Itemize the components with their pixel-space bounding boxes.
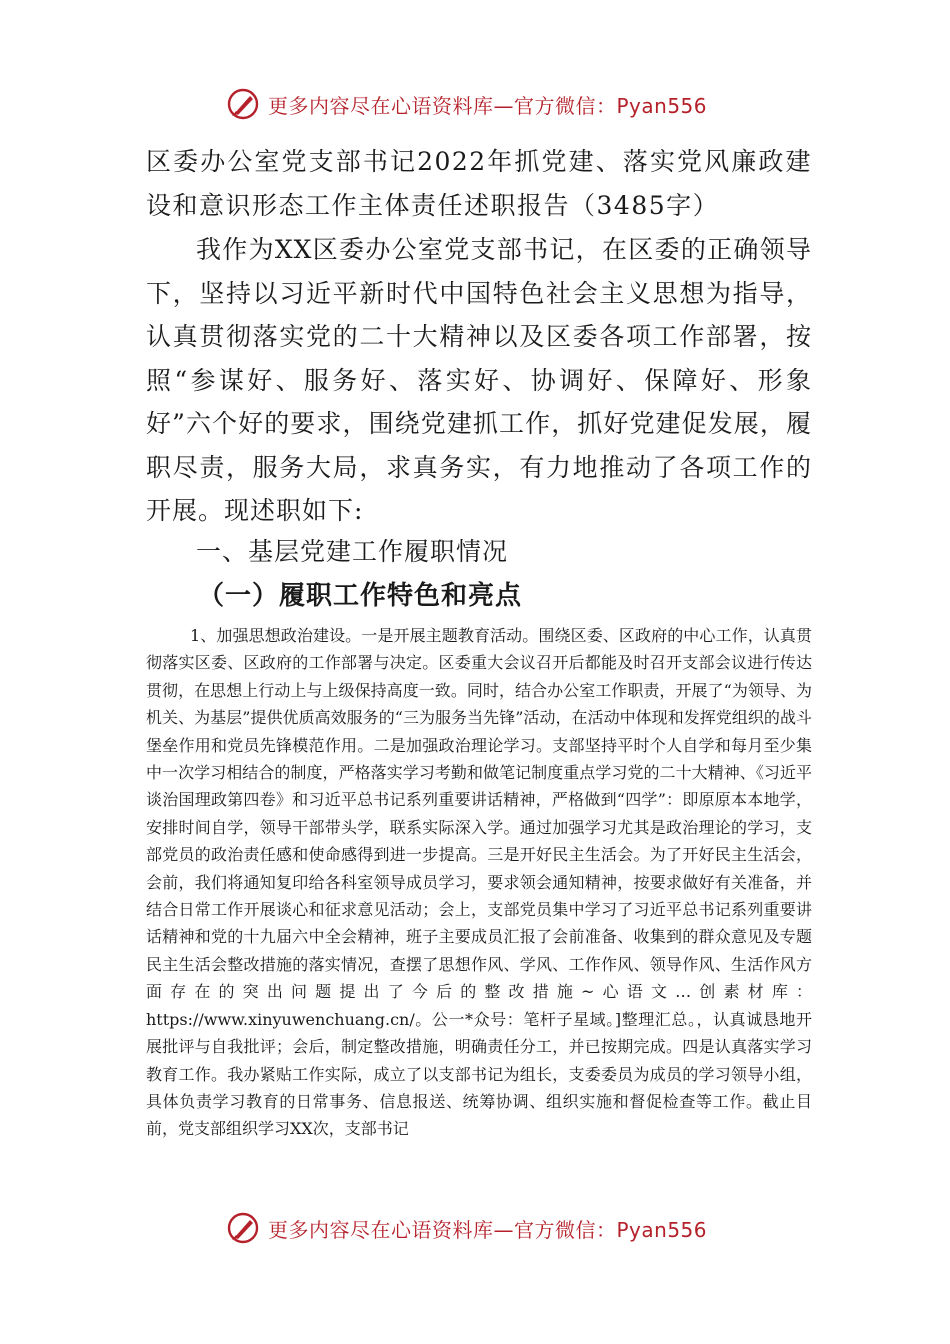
pen-logo-icon (226, 87, 260, 121)
intro-paragraph: 我作为XX区委办公室党支部书记，在区委的正确领导下，坚持以习近平新时代中国特色社会主义思想为指导，认真贯彻落实党的二十大精神以及区委各项工作部署，按照“参谋好、服务好、落实好、协调好、保障好、形象好”六个好的要求，围绕党建抓工作，抓好党建促发展，履职尽责，服务大局，求真务实，有力地推动了各项工作的开展。现述职如下: (146, 235, 812, 525)
watermark-text: 更多内容尽在心语资料库—官方微信：Pyan556 (268, 1217, 708, 1242)
document-title: 区委办公室党支部书记2022年抓党建、落实党风廉政建设和意识形态工作主体责任述职报告（3485字） (146, 147, 812, 220)
body-paragraph: 1、加强思想政治建设。一是开展主题教育活动。围绕区委、区政府的中心工作，认真贯彻落实区委、区政府的工作部署与决定。区委重大会议召开后都能及时召开支部会议进行传达贯彻，在思想上行动上与上级保持高度一致。同时，结合办公室工作职责，开展了“为领导、为机关、为基层”提供优质高效服务的“三为服务当先锋”活动，在活动中体现和发挥党组织的战斗堡垒作用和党员先锋模范作用。二是加强政治理论学习。支部坚持平时个人自学和每月至少集中一次学习相结合的制度，严格落实学习考勤和做笔记制度重点学习党的二十大精神、《习近平谈治国理政第四卷》和习近平总书记系列重要讲话精神，严格做到“四学”：即原原本本地学，安排时间自学，领导干部带头学，联系实际深入学。通过加强学习尤其是政治理论的学习，支部党员的政治责任感和使命感得到进一步提高。三是开好民主生活会。为了开好民主生活会，会前，我们将通知复印给各科室领导成员学习，要求领会通知精神，按要求做好有关准备，并结合日常工作开展谈心和征求意见活动；会上，支部党员集中学习了习近平总书记系列重要讲话精神和党的十九届六中全会精神，班子主要成员汇报了会前准备、收集到的群众意见及专题民主生活会整改措施的落实情况，查摆了思想作风、学风、工作作风、领导作风、生活作风方面存在的突出问题提出了今后的整改措施~心语文…创素材库：https://www.xinyuwenchuang.cn/。公一*众号：笔杆子星域。]整理汇总。，认真诚恳地开展批评与自我批评；会后，制定整改措施，明确责任分工，并已按期完成。四是认真落实学习教育工作。我办紧贴工作实际，成立了以支部书记为组长，支委委员为成员的学习领导小组，具体负责学习教育的日常事务、信息报送、统筹协调、组织实施和督促检查等工作。截止目前，党支部组织学习XX次，支部书记 (146, 626, 812, 1139)
section-heading: 一、基层党建工作履职情况 (196, 537, 509, 566)
bottom-watermark-banner (226, 1208, 707, 1248)
watermark-text: 更多内容尽在心语资料库—官方微信：Pyan556 (268, 93, 708, 118)
subsection-heading: （一）履职工作特色和亮点 (198, 581, 523, 611)
top-watermark-banner (226, 84, 707, 124)
pen-logo-icon (226, 1211, 260, 1245)
